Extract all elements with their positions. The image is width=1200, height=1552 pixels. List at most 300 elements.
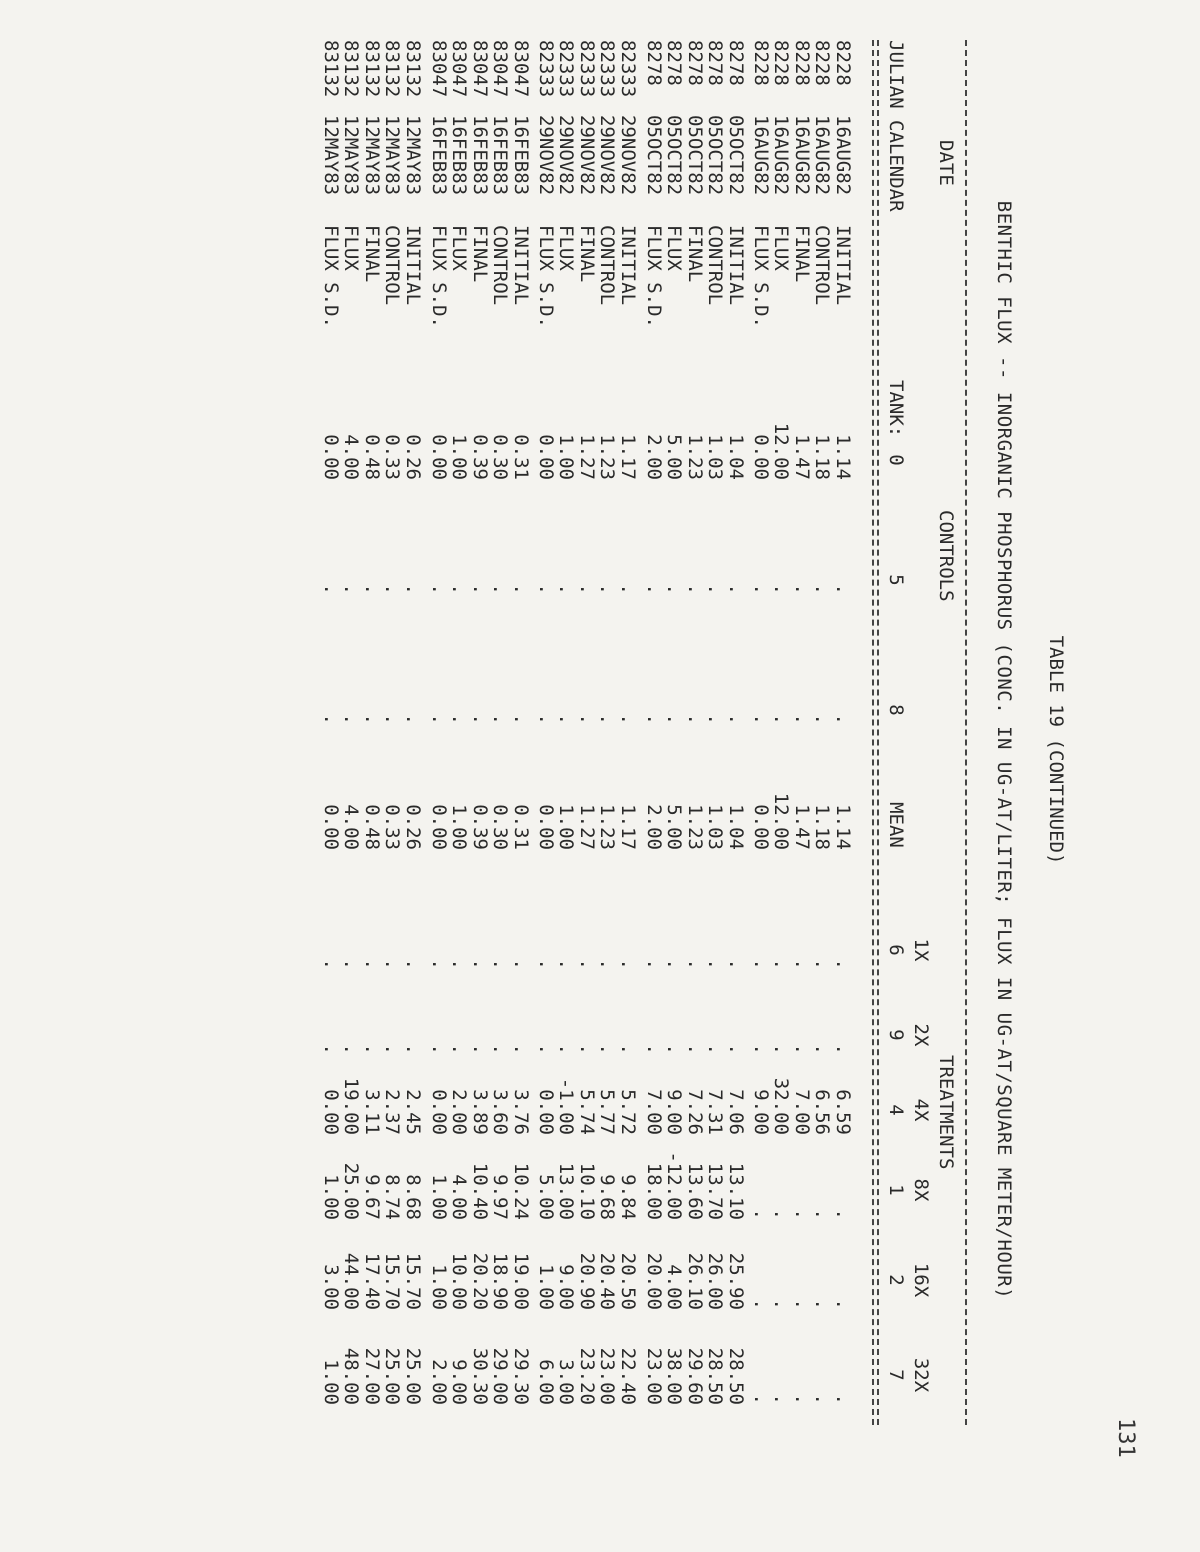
julian-date-cell: 83132 [381, 40, 404, 98]
value-cell: . [340, 958, 363, 970]
value-cell: . [832, 713, 854, 725]
measurement-type-cell: INITIAL [617, 225, 639, 306]
value-cell: . [428, 1043, 450, 1055]
value-cell: . [361, 1043, 383, 1055]
value-cell: 0.00 [428, 434, 450, 480]
julian-date-cell: 8278 [684, 40, 706, 86]
value-cell: 2.00 [448, 1089, 471, 1135]
value-cell: . [750, 1393, 772, 1405]
value-cell: . [576, 1043, 598, 1055]
value-cell: 5.77 [596, 1089, 619, 1135]
measurement-type-cell: FINAL [791, 225, 813, 283]
value-cell: 1.00 [428, 1174, 450, 1220]
value-cell: 0.30 [489, 804, 512, 850]
value-cell: . [811, 1298, 834, 1310]
value-cell: . [770, 958, 793, 970]
value-cell: 0.00 [750, 434, 772, 480]
value-cell: 0.00 [535, 434, 557, 480]
table-subtitle: BENTHIC FLUX -- INORGANIC PHOSPHORUS (CONC. IN UG-AT/LITER; FLUX IN UG-AT/SQUARE METER/HOUR) [993, 200, 1015, 1300]
value-cell: . [510, 713, 532, 725]
value-cell: 1.18 [811, 434, 834, 480]
header-treatment-2x: 2X [910, 1023, 932, 1047]
header-controls: CONTROLS [935, 510, 957, 602]
value-cell: . [402, 713, 424, 725]
value-cell: 28.50 [725, 1347, 747, 1405]
table-row [725, 40, 747, 1425]
table-row [535, 40, 557, 1425]
value-cell: 9.00 [663, 1089, 686, 1135]
value-cell: 25.90 [725, 1252, 747, 1310]
value-cell: . [510, 958, 532, 970]
value-cell: . [770, 1043, 793, 1055]
value-cell: . [428, 713, 450, 725]
value-cell: . [663, 958, 686, 970]
value-cell: 1.03 [704, 804, 727, 850]
table-row [812, 40, 834, 1425]
value-cell: 0.48 [361, 434, 383, 480]
value-cell: 2.00 [643, 804, 665, 850]
value-cell: . [770, 1393, 793, 1405]
value-cell: . [791, 1043, 813, 1055]
table-row [382, 40, 404, 1425]
calendar-date-cell: 16AUG82 [750, 115, 772, 196]
value-cell: . [535, 1043, 557, 1055]
value-cell: . [684, 583, 706, 595]
table-row [361, 40, 383, 1425]
value-cell: . [576, 713, 598, 725]
header-treatment-16x: 16X [910, 1262, 932, 1298]
value-cell: . [750, 1298, 772, 1310]
value-cell: . [510, 1043, 532, 1055]
value-cell: . [448, 1043, 471, 1055]
measurement-type-cell: FINAL [684, 225, 706, 283]
value-cell: 3.76 [510, 1089, 532, 1135]
calendar-date-cell: 12MAY83 [320, 115, 342, 196]
value-cell: 4.00 [448, 1174, 471, 1220]
value-cell: 23.20 [576, 1347, 598, 1405]
julian-date-cell: 8278 [725, 40, 747, 86]
value-cell: 29.60 [684, 1347, 706, 1405]
value-cell: 1.00 [320, 1174, 342, 1220]
value-cell: . [320, 1043, 342, 1055]
value-cell: 4.00 [340, 434, 363, 480]
value-cell: 3.60 [489, 1089, 512, 1135]
measurement-type-cell: CONTROL [704, 225, 727, 306]
measurement-type-cell: INITIAL [402, 225, 424, 306]
measurement-type-cell: INITIAL [510, 225, 532, 306]
value-cell: . [791, 713, 813, 725]
value-cell: . [576, 958, 598, 970]
page-number: 131 [1113, 1418, 1138, 1458]
julian-date-cell: 8278 [704, 40, 727, 86]
value-cell: 6.59 [832, 1089, 854, 1135]
value-cell: . [643, 583, 665, 595]
value-cell: . [555, 1043, 578, 1055]
value-cell: . [643, 958, 665, 970]
value-cell: . [770, 1208, 793, 1220]
value-cell: 1.00 [555, 804, 578, 850]
value-cell: 25.00 [402, 1347, 424, 1405]
value-cell: . [811, 1208, 834, 1220]
value-cell: . [361, 958, 383, 970]
value-cell: . [448, 583, 471, 595]
value-cell: . [832, 583, 854, 595]
value-cell: . [811, 958, 834, 970]
value-cell: 1.47 [791, 804, 813, 850]
header-julian: JULIAN [885, 40, 907, 109]
value-cell: . [469, 583, 491, 595]
value-cell: 5.00 [535, 1174, 557, 1220]
value-cell: 7.00 [791, 1089, 813, 1135]
measurement-type-cell: FLUX S.D. [428, 225, 450, 328]
calendar-date-cell: 29NOV82 [617, 115, 639, 196]
julian-date-cell: 83047 [448, 40, 471, 98]
calendar-date-cell: 16FEB83 [448, 115, 471, 196]
value-cell: 20.50 [617, 1252, 639, 1310]
value-cell: 5.00 [663, 804, 686, 850]
measurement-type-cell: FLUX [555, 225, 578, 271]
value-cell: 1.00 [428, 1264, 450, 1310]
julian-date-cell: 8228 [791, 40, 813, 86]
header-tank-2: 2 [885, 1274, 907, 1286]
value-cell: . [489, 713, 512, 725]
value-cell: 0.39 [469, 434, 491, 480]
table-row [320, 40, 342, 1425]
julian-date-cell: 83132 [402, 40, 424, 98]
value-cell: 0.00 [320, 1089, 342, 1135]
header-treatments: TREATMENTS [935, 1055, 957, 1170]
value-cell: . [725, 1043, 747, 1055]
measurement-type-cell: INITIAL [832, 225, 854, 306]
header-tank-label: TANK: [885, 380, 907, 438]
value-cell: . [791, 1393, 813, 1405]
table-row [428, 40, 450, 1425]
value-cell: 0.00 [428, 1089, 450, 1135]
measurement-type-cell: CONTROL [489, 225, 512, 306]
value-cell: 10.24 [510, 1162, 532, 1220]
value-cell: 18.90 [489, 1252, 512, 1310]
value-cell: . [791, 1208, 813, 1220]
value-cell: 1.23 [684, 434, 706, 480]
value-cell: . [704, 958, 727, 970]
measurement-type-cell: FLUX [448, 225, 471, 271]
julian-date-cell: 83132 [320, 40, 342, 98]
value-cell: . [340, 713, 363, 725]
table-row [576, 40, 598, 1425]
value-cell: 15.70 [381, 1252, 404, 1310]
header-tank-6: 6 [885, 944, 907, 956]
value-cell: 15.70 [402, 1252, 424, 1310]
measurement-type-cell: FLUX S.D. [320, 225, 342, 328]
value-cell: 1.14 [832, 804, 854, 850]
value-cell: . [832, 1298, 854, 1310]
value-cell: . [535, 958, 557, 970]
value-cell: 20.40 [596, 1252, 619, 1310]
header-bottom-rule-2 [872, 40, 874, 1425]
value-cell: 0.00 [320, 434, 342, 480]
table-row [832, 40, 854, 1425]
value-cell: . [469, 1043, 491, 1055]
table-row [771, 40, 793, 1425]
value-cell: 10.00 [448, 1252, 471, 1310]
value-cell: 19.00 [510, 1252, 532, 1310]
value-cell: . [596, 958, 619, 970]
value-cell: . [750, 1043, 772, 1055]
value-cell: . [725, 958, 747, 970]
value-cell: . [791, 583, 813, 595]
value-cell: 10.10 [576, 1162, 598, 1220]
measurement-type-cell: CONTROL [381, 225, 404, 306]
value-cell: 0.33 [381, 804, 404, 850]
value-cell: . [725, 713, 747, 725]
value-cell: 7.26 [684, 1089, 706, 1135]
value-cell: . [684, 713, 706, 725]
value-cell: . [361, 583, 383, 595]
value-cell: 1.23 [596, 804, 619, 850]
value-cell: 1.18 [811, 804, 834, 850]
value-cell: 20.20 [469, 1252, 491, 1310]
value-cell: 9.67 [361, 1174, 383, 1220]
value-cell: 1.17 [617, 434, 639, 480]
table-row [449, 40, 471, 1425]
value-cell: 0.33 [381, 434, 404, 480]
value-cell: . [320, 583, 342, 595]
calendar-date-cell: 16AUG82 [811, 115, 834, 196]
calendar-date-cell: 05OCT82 [684, 115, 706, 196]
value-cell: 5.74 [576, 1089, 598, 1135]
value-cell: 0.00 [535, 1089, 557, 1135]
value-cell: 1.23 [596, 434, 619, 480]
value-cell: . [469, 713, 491, 725]
value-cell: 8.74 [381, 1174, 404, 1220]
header-calendar: CALENDAR [885, 120, 907, 212]
value-cell: . [320, 958, 342, 970]
table-row [664, 40, 686, 1425]
value-cell: 0.30 [489, 434, 512, 480]
julian-date-cell: 8228 [750, 40, 772, 86]
value-cell: . [791, 958, 813, 970]
header-top-rule [965, 40, 967, 1425]
measurement-type-cell: FLUX [663, 225, 686, 271]
calendar-date-cell: 05OCT82 [704, 115, 727, 196]
julian-date-cell: 82333 [617, 40, 639, 98]
table-row [490, 40, 512, 1425]
value-cell: . [402, 1043, 424, 1055]
value-cell: . [489, 958, 512, 970]
header-tank-5: 5 [885, 574, 907, 586]
value-cell: . [596, 1043, 619, 1055]
value-cell: . [750, 958, 772, 970]
value-cell: . [811, 713, 834, 725]
value-cell: . [684, 958, 706, 970]
header-bottom-rule-1 [877, 40, 879, 1425]
julian-date-cell: 83047 [489, 40, 512, 98]
header-tank-1: 1 [885, 1184, 907, 1196]
value-cell: 1.00 [320, 1359, 342, 1405]
value-cell: . [617, 1043, 639, 1055]
julian-date-cell: 83047 [469, 40, 491, 98]
calendar-date-cell: 29NOV82 [555, 115, 578, 196]
value-cell: 3.11 [361, 1089, 383, 1135]
measurement-type-cell: FLUX S.D. [535, 225, 557, 328]
value-cell: . [489, 1043, 512, 1055]
value-cell: 1.00 [448, 804, 471, 850]
value-cell: 12.00 [770, 792, 793, 850]
value-cell: . [791, 1298, 813, 1310]
value-cell: . [704, 713, 727, 725]
calendar-date-cell: 16AUG82 [770, 115, 793, 196]
value-cell: 6.00 [535, 1359, 557, 1405]
calendar-date-cell: 16AUG82 [791, 115, 813, 196]
value-cell: 0.00 [320, 804, 342, 850]
value-cell: . [770, 1298, 793, 1310]
value-cell: 48.00 [340, 1347, 363, 1405]
value-cell: 3.89 [469, 1089, 491, 1135]
value-cell: . [535, 583, 557, 595]
julian-date-cell: 8228 [832, 40, 854, 86]
value-cell: 1.00 [535, 1264, 557, 1310]
value-cell: . [811, 1043, 834, 1055]
value-cell: 1.23 [684, 804, 706, 850]
julian-date-cell: 82333 [555, 40, 578, 98]
julian-date-cell: 8228 [770, 40, 793, 86]
measurement-type-cell: FLUX S.D. [750, 225, 772, 328]
value-cell: . [489, 583, 512, 595]
table-row [510, 40, 532, 1425]
value-cell: 0.31 [510, 434, 532, 480]
measurement-type-cell: CONTROL [596, 225, 619, 306]
calendar-date-cell: 29NOV82 [596, 115, 619, 196]
value-cell: 7.00 [643, 1089, 665, 1135]
value-cell: 0.00 [750, 804, 772, 850]
value-cell: 27.00 [361, 1347, 383, 1405]
value-cell: . [340, 1043, 363, 1055]
calendar-date-cell: 29NOV82 [576, 115, 598, 196]
value-cell: 17.40 [361, 1252, 383, 1310]
julian-date-cell: 83047 [510, 40, 532, 98]
value-cell: 0.00 [535, 804, 557, 850]
value-cell: 5.00 [663, 434, 686, 480]
value-cell: . [663, 713, 686, 725]
value-cell: 5.72 [617, 1089, 639, 1135]
calendar-date-cell: 16FEB83 [489, 115, 512, 196]
value-cell: . [643, 1043, 665, 1055]
value-cell: 18.00 [643, 1162, 665, 1220]
value-cell: . [811, 583, 834, 595]
value-cell: 4.00 [340, 804, 363, 850]
value-cell: . [402, 583, 424, 595]
value-cell: . [428, 958, 450, 970]
header-mean: MEAN [885, 802, 907, 848]
value-cell: . [704, 583, 727, 595]
value-cell: 2.00 [428, 1359, 450, 1405]
julian-date-cell: 8278 [663, 40, 686, 86]
calendar-date-cell: 05OCT82 [725, 115, 747, 196]
table-row [750, 40, 772, 1425]
measurement-type-cell: FINAL [469, 225, 491, 283]
calendar-date-cell: 12MAY83 [340, 115, 363, 196]
value-cell: 19.00 [340, 1077, 363, 1135]
value-cell: . [663, 1043, 686, 1055]
header-tank-0: 0 [885, 454, 907, 466]
value-cell: 22.40 [617, 1347, 639, 1405]
value-cell: . [832, 1043, 854, 1055]
value-cell: . [750, 1208, 772, 1220]
value-cell: 1.14 [832, 434, 854, 480]
value-cell: 6.56 [811, 1089, 834, 1135]
table-row [617, 40, 639, 1425]
value-cell: . [832, 1393, 854, 1405]
value-cell: 29.00 [489, 1347, 512, 1405]
julian-date-cell: 83047 [428, 40, 450, 98]
value-cell: . [770, 713, 793, 725]
measurement-type-cell: FLUX [340, 225, 363, 271]
value-cell: . [510, 583, 532, 595]
value-cell: . [381, 713, 404, 725]
value-cell: . [448, 713, 471, 725]
value-cell: 13.00 [555, 1162, 578, 1220]
value-cell: -1.00 [555, 1077, 578, 1135]
value-cell: 12.00 [770, 422, 793, 480]
value-cell: 13.60 [684, 1162, 706, 1220]
value-cell: . [320, 713, 342, 725]
value-cell: 32.00 [770, 1077, 793, 1135]
value-cell: 1.03 [704, 434, 727, 480]
value-cell: . [643, 713, 665, 725]
value-cell: 9.97 [489, 1174, 512, 1220]
header-treatment-32x: 32X [910, 1357, 932, 1393]
value-cell: 20.00 [643, 1252, 665, 1310]
value-cell: 7.31 [704, 1089, 727, 1135]
value-cell: 30.30 [469, 1347, 491, 1405]
value-cell: 0.39 [469, 804, 491, 850]
julian-date-cell: 8228 [811, 40, 834, 86]
value-cell: . [381, 583, 404, 595]
value-cell: 9.00 [555, 1264, 578, 1310]
value-cell: . [361, 713, 383, 725]
value-cell: . [832, 958, 854, 970]
value-cell: 1.27 [576, 434, 598, 480]
value-cell: 1.17 [617, 804, 639, 850]
measurement-type-cell: FINAL [576, 225, 598, 283]
header-tank-9: 9 [885, 1029, 907, 1041]
value-cell: 38.00 [663, 1347, 686, 1405]
calendar-date-cell: 12MAY83 [381, 115, 404, 196]
value-cell: 1.04 [725, 804, 747, 850]
rotated-table-page [92, 40, 1082, 1460]
calendar-date-cell: 12MAY83 [402, 115, 424, 196]
value-cell: 23.00 [596, 1347, 619, 1405]
value-cell: -12.00 [663, 1151, 686, 1220]
value-cell: . [832, 1208, 854, 1220]
table-row [597, 40, 619, 1425]
julian-date-cell: 8278 [643, 40, 665, 86]
value-cell: 26.10 [684, 1252, 706, 1310]
value-cell: 25.00 [381, 1347, 404, 1405]
measurement-type-cell: FLUX S.D. [643, 225, 665, 328]
value-cell: . [381, 958, 404, 970]
value-cell: 44.00 [340, 1252, 363, 1310]
value-cell: 7.06 [725, 1089, 747, 1135]
table-title: TABLE 19 (CONTINUED) [1045, 635, 1067, 865]
value-cell: . [535, 713, 557, 725]
value-cell: 13.70 [704, 1162, 727, 1220]
table-row [469, 40, 491, 1425]
measurement-type-cell: INITIAL [725, 225, 747, 306]
value-cell: 1.27 [576, 804, 598, 850]
header-treatment-1x: 1X [910, 938, 932, 962]
value-cell: 0.00 [428, 804, 450, 850]
